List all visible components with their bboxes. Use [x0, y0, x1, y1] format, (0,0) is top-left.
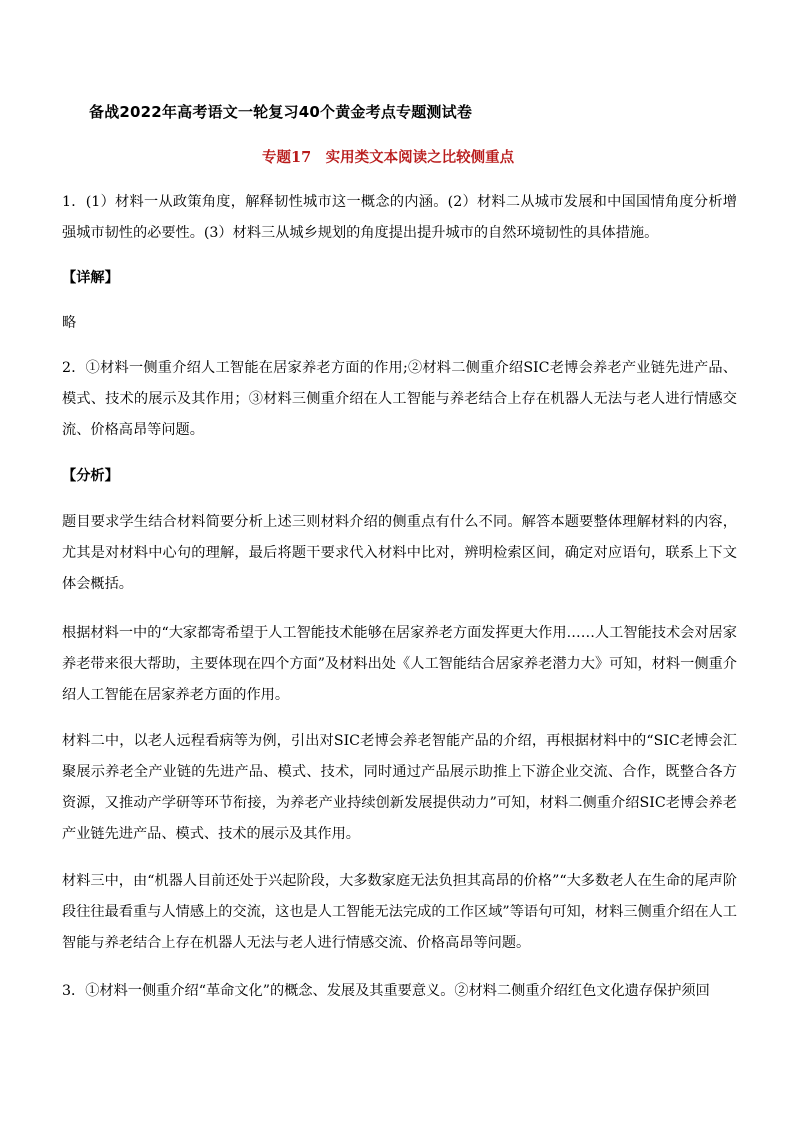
document-title: 备战2022年高考语文一轮复习40个黄金考点专题测试卷	[89, 103, 473, 121]
answer-1-paragraph: 1．(1）材料一从政策角度，解释韧性城市这一概念的内涵。(2）材料二从城市发展和中国国情角度分析增强城市韧性的必要性。(3）材料三从城乡规划的角度提出提升城市的自然环境韧性的具体措施。	[62, 194, 737, 241]
answer-2-paragraph: 2．①材料一侧重介绍人工智能在居家养老方面的作用;②材料二侧重介绍SIC老博会养老产业链先进产品、模式、技术的展示及其作用；③材料三侧重介绍在人工智能与养老结合上存在机器人无法与老人进行情感交流、价格高昂等问题。	[62, 360, 737, 438]
analysis-paragraph-1: 题目要求学生结合材料简要分析上述三则材料介绍的侧重点有什么不同。解答本题要整体理解材料的内容，尤其是对材料中心句的理解，最后将题干要求代入材料中比对，辨明检索区间，确定对应语句，联系上下文体会概括。	[62, 514, 737, 592]
detail-text: 略	[62, 315, 77, 331]
document-subtitle: 专题17 实用类文本阅读之比较侧重点	[262, 149, 515, 166]
analysis-paragraph-4: 材料三中，由“机器人目前还处于兴起阶段，大多数家庭无法负担其高昂的价格”“大多数老人在生命的尾声阶段往往最看重与人情感上的交流，这也是人工智能无法完成的工作区域”等语句可知，材料三侧重介绍在人工智能与养老结合上存在机器人无法与老人进行情感交流、价格高昂等问题。	[62, 873, 737, 951]
analysis-heading: 【分析】	[62, 468, 119, 484]
analysis-paragraph-3: 材料二中，以老人远程看病等为例，引出对SIC老博会养老智能产品的介绍，再根据材料中的“SIC老博会汇聚展示养老全产业链的先进产品、模式、技术，同时通过产品展示助推上下游企业交流、合作，既整合各方资源，又推动产学研等环节衔接，为养老产业持续创新发展提供动力”可知，材料二侧重介绍SIC老博会养老产业链先进产品、模式、技术的展示及其作用。	[62, 733, 737, 842]
analysis-paragraph-2: 根据材料一中的“大家都寄希望于人工智能技术能够在居家养老方面发挥更大作用……人工智能技术会对居家养老带来很大帮助，主要体现在四个方面”及材料出处《人工智能结合居家养老潜力大》可知，材料一侧重介绍人工智能在居家养老方面的作用。	[62, 625, 737, 703]
detail-heading: 【详解】	[62, 270, 119, 286]
answer-3-paragraph: 3．①材料一侧重介绍“革命文化”的概念、发展及其重要意义。②材料二侧重介绍红色文化遗存保护须回	[62, 983, 710, 999]
